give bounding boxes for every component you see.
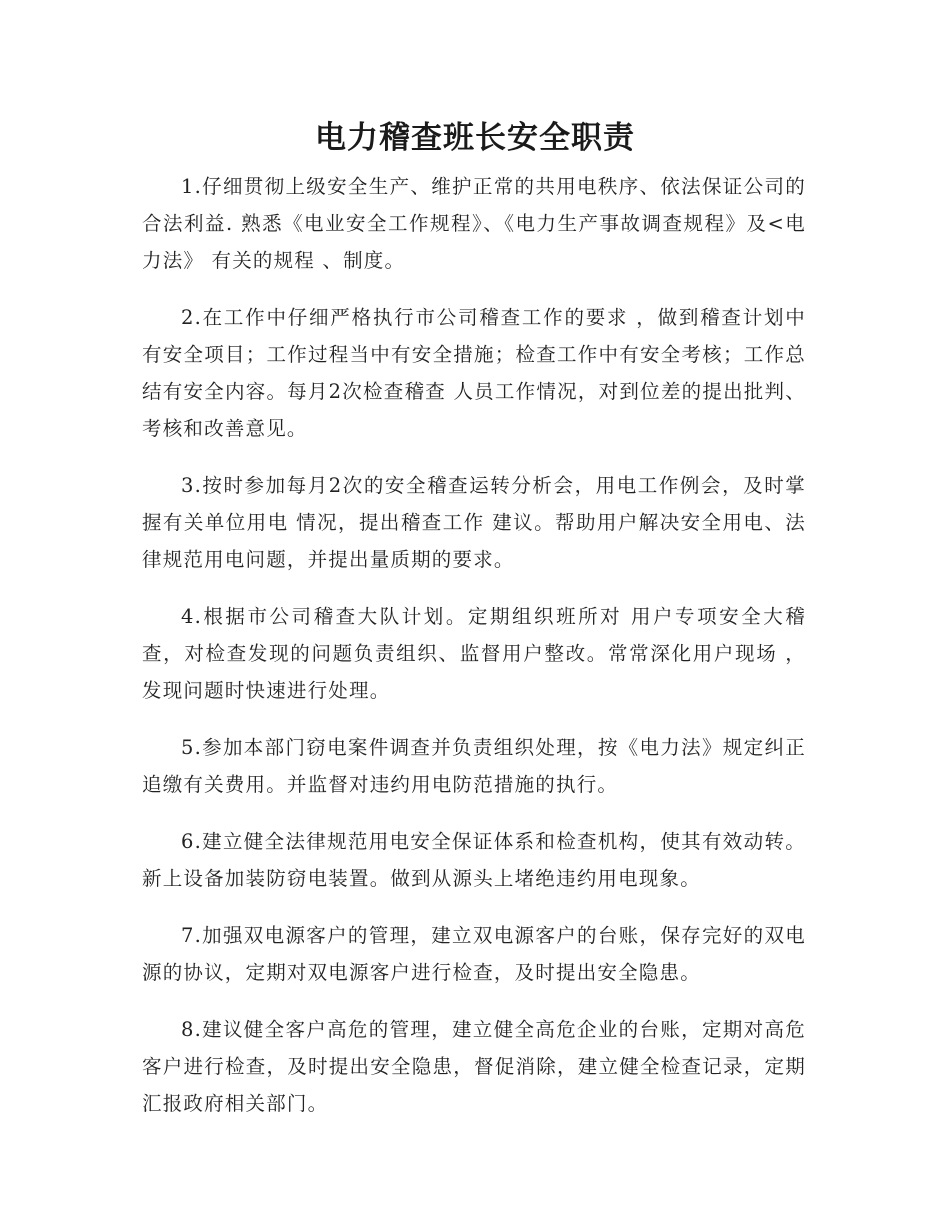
paragraph-2: 2.在工作中仔细严格执行市公司稽查工作的要求 ，做到稽查计划中有安全项目；工作过程当中有安全措施；检查工作中有安全考核；工作总结有安全内容。每月2次检查稽查 人员工作情况，对到位差的提出批判、考核和改善意见。 bbox=[142, 306, 806, 440]
paragraph-7: 7.加强双电源客户的管理，建立双电源客户的台账，保存完好的双电源的协议，定期对双电源客户进行检查，及时提出安全隐患。 bbox=[142, 924, 806, 984]
paragraph-3: 3.按时参加每月2次的安全稽查运转分析会，用电工作例会，及时掌握有关单位用电 情况，提出稽查工作 建议。帮助用户解决安全用电、法律规范用电问题，并提出量质期的要求。 bbox=[142, 474, 806, 571]
paragraph-6: 6.建立健全法律规范用电安全保证体系和检查机构，使其有效动转。 新上设备加装防窃电装置。做到从源头上堵绝违约用电现象。 bbox=[142, 830, 806, 890]
paragraph-5: 5.参加本部门窃电案件调查并负责组织处理，按《电力法》规定纠正追缴有关费用。并监督对违约用电防范措施的执行。 bbox=[142, 736, 806, 796]
document-body bbox=[142, 168, 806, 1142]
paragraph-4: 4.根据市公司稽查大队计划。定期组织班所对 用户专项安全大稽查，对检查发现的问题负责组织、监督用户整改。常常深化用户现场 ，发现问题时快速进行处理。 bbox=[142, 605, 806, 702]
paragraph-8: 8.建议健全客户高危的管理，建立健全高危企业的台账，定期对高危客户进行检查，及时提出安全隐患，督促消除，建立健全检查记录，定期汇报政府相关部门。 bbox=[142, 1018, 806, 1115]
paragraph-1: 1.仔细贯彻上级安全生产、维护正常的共用电秩序、依法保证公司的合法利益. 熟悉《电业安全工作规程》、《电力生产事故调查规程》及<电力法》 有关的规程 、制度。 bbox=[142, 175, 806, 272]
document-title: 电力稽查班长安全职责 bbox=[315, 120, 635, 156]
